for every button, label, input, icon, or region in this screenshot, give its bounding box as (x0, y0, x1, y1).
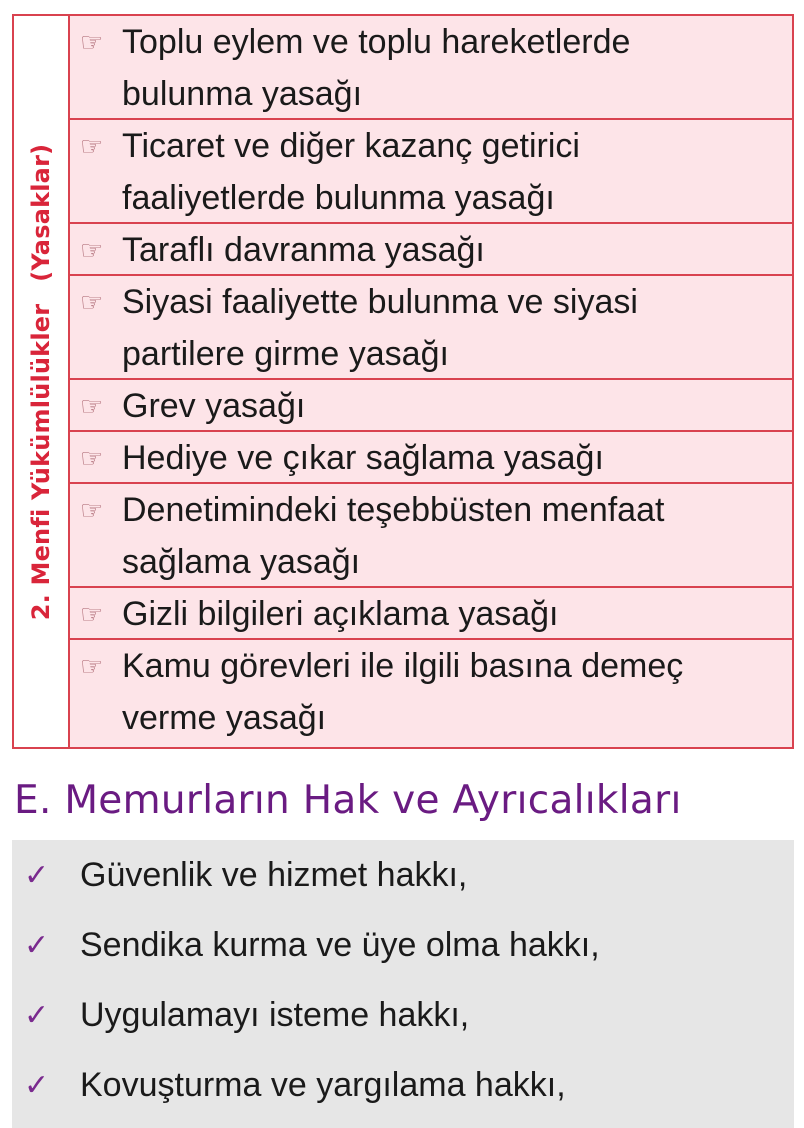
table-row (70, 640, 792, 744)
pointing-hand-icon: ☞ (80, 495, 104, 525)
row-line: Toplu eylem ve toplu hareketlerde (122, 23, 631, 61)
check-mark-icon: ✓ (24, 928, 50, 962)
list-item (12, 910, 794, 980)
list-item-label: Kovuşturma ve yargılama hakkı, (80, 1065, 566, 1104)
row-line: Hediye ve çıkar sağlama yasağı (122, 439, 604, 477)
rights-list (12, 840, 794, 1128)
check-mark-icon: ✓ (24, 1068, 50, 1102)
pointing-hand-icon: ☞ (80, 391, 104, 421)
row-text (122, 484, 782, 588)
list-item-label: Güvenlik ve hizmet hakkı, (80, 855, 468, 894)
row-text (122, 16, 782, 120)
pointing-hand-icon: ☞ (80, 27, 104, 57)
side-label-paren: (Yasaklar) (27, 143, 55, 282)
check-mark-icon: ✓ (24, 998, 50, 1032)
pointing-hand-icon: ☞ (80, 599, 104, 629)
table-row (70, 16, 792, 120)
table-row (70, 276, 792, 380)
table-row (70, 432, 792, 484)
row-line: Ticaret ve diğer kazanç getirici (122, 127, 580, 165)
list-item-label: Uygulamayı isteme hakkı, (80, 995, 470, 1034)
list-item (12, 840, 794, 910)
section-title: E. Memurların Hak ve Ayrıcalıkları (14, 778, 682, 823)
row-line: Grev yasağı (122, 387, 306, 425)
row-line: Gizli bilgileri açıklama yasağı (122, 595, 559, 633)
row-text (122, 380, 782, 432)
table-row (70, 380, 792, 432)
prohibition-rows (70, 16, 792, 747)
row-line: partilere girme yasağı (122, 335, 449, 373)
list-item-label: Sendika kurma ve üye olma hakkı, (80, 925, 600, 964)
row-line: Kamu görevleri ile ilgili basına demeç (122, 647, 684, 685)
pointing-hand-icon: ☞ (80, 235, 104, 265)
check-mark-icon: ✓ (24, 858, 50, 892)
table-row (70, 484, 792, 588)
pointing-hand-icon: ☞ (80, 443, 104, 473)
row-line: bulunma yasağı (122, 75, 363, 113)
list-item (12, 980, 794, 1050)
row-text (122, 120, 782, 224)
row-text (122, 588, 782, 640)
row-line: sağlama yasağı (122, 543, 361, 581)
table-row (70, 588, 792, 640)
row-line: verme yasağı (122, 699, 327, 737)
row-text (122, 224, 782, 276)
obligations-table (12, 14, 794, 749)
pointing-hand-icon: ☞ (80, 287, 104, 317)
table-row (70, 120, 792, 224)
row-line: Taraflı davranma yasağı (122, 231, 485, 269)
row-text (122, 640, 782, 744)
row-line: faaliyetlerde bulunma yasağı (122, 179, 555, 217)
side-label (27, 143, 55, 620)
side-label-main: 2. Menfi Yükümlülükler (27, 303, 55, 620)
list-item (12, 1050, 794, 1120)
row-text (122, 276, 782, 380)
row-text (122, 432, 782, 484)
pointing-hand-icon: ☞ (80, 651, 104, 681)
table-row (70, 224, 792, 276)
row-line: Siyasi faaliyette bulunma ve siyasi (122, 283, 638, 321)
pointing-hand-icon: ☞ (80, 131, 104, 161)
side-column (14, 16, 70, 747)
row-line: Denetimindeki teşebbüsten menfaat (122, 491, 665, 529)
